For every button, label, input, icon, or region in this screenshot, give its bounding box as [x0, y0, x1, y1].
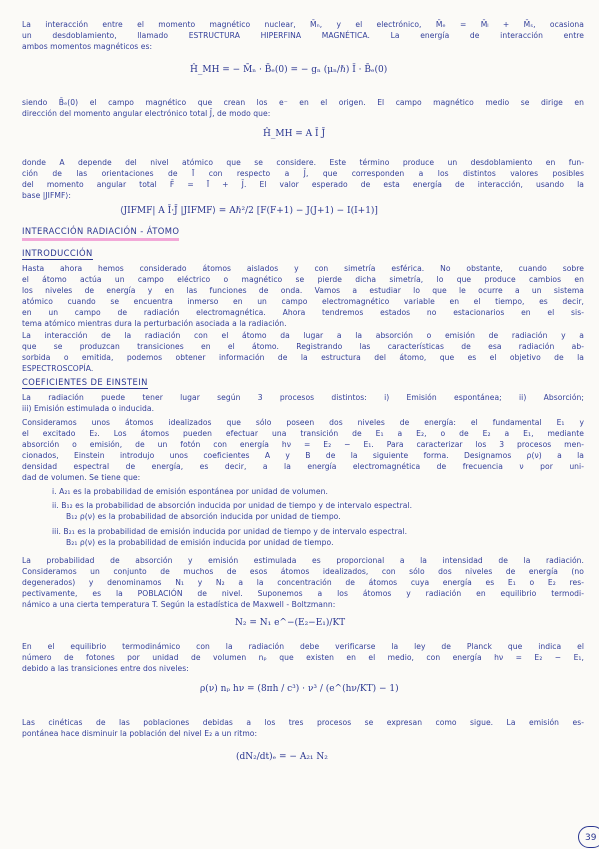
text-line: La radiación puede tener lugar según 3 procesos distintos: i) Emisión espontánea; ii) Absorción;: [22, 393, 584, 402]
text-line: iii) Emisión estimulada o inducida.: [22, 404, 155, 413]
text-line: ambos momentos magnéticos es:: [22, 42, 153, 51]
text-line: ción de las orientaciones de Ī con respecto a J̄, que corresponden a los distintos valores posibles: [22, 169, 584, 178]
text-line: densidad espectral de energía, es decir, a la energía electromagnética de frecuencia ν por uni-: [22, 462, 584, 471]
equation-hyperfine-hamiltonian: Ĥ_MH = − M̄ₙ · B̄ₑ(0) = − gₙ (μₙ/ℏ) Ī · B̄ₑ(0): [190, 65, 388, 75]
text-line: sorbida o emitida, podemos obtener información de la estructura del átomo, que es el objetivo de la: [22, 353, 584, 362]
text-line: Las cinéticas de las poblaciones debidas a los tres procesos se expresan como sigue. La emisión es-: [22, 718, 584, 727]
section-heading: INTERACCIÓN RADIACIÓN - ÁTOMO: [22, 226, 179, 241]
text-line: tema atómico mientras dura la perturbación asociada a la radiación.: [22, 319, 287, 328]
equation-maxwell-boltzmann: N₂ = N₁ e^−(E₂−E₁)/KT: [235, 618, 346, 628]
text-line: ESPECTROSCOPÍA.: [22, 364, 94, 373]
equation-hyperfine-AIJ: Ĥ_MH = A Ī J̄: [263, 129, 326, 139]
text-line: que se produzcan transiciones en el átomo. Registrando las características de esa radiación ab-: [22, 342, 584, 351]
text-line: cionados, Einstein introdujo unos coeficientes A y B de la siguiente forma. Designamos ρ(ν) a la: [22, 451, 584, 460]
text-line: el excitado E₂. Los átomos pueden efectuar una transición de E₁ a E₂, o de E₂ a E₁, mediante: [22, 429, 584, 438]
text-line: Consideramos unos átomos idealizados que sólo poseen dos niveles de energía: el fundamental E₁ y: [22, 418, 584, 427]
text-line: pectivamente, es la POBLACIÓN de nivel. Suponemos a los átomos y radiación en equilibrio termodi-: [22, 589, 584, 598]
text-line: dirección del momento angular electrónico total J̄, de modo que:: [22, 109, 271, 118]
text-line: número de fotones por unidad de volumen nₚ que existen en el medio, con energía hν = E₂ − E₁,: [22, 653, 584, 662]
text-line: En el equilibrio termodinámico con la radiación debe verificarse la ley de Planck que indica el: [22, 642, 584, 651]
text-line: en un campo de radiación electromagnética. Ahora tendremos estados no estacionarios en el sis-: [22, 308, 584, 317]
text-line: donde A depende del nivel atómico que se considere. Este término produce un desdoblamiento en fun-: [22, 158, 584, 167]
text-line: siendo B̄ₑ(0) el campo magnético que crean los e⁻ en el origen. El campo magnético medio se dirige en: [22, 98, 584, 107]
text-line: del momento angular total F̄ = Ī + J̄. El valor esperado de esta energía de interacción, usando la: [22, 180, 584, 189]
equation-spontaneous-emission-rate: (dN₂/dt)ₑ = − A₂₁ N₂: [236, 752, 328, 762]
subsection-heading: INTRODUCCIÓN: [22, 248, 93, 258]
equation-expected-energy: ⟨JIFMF| A Ī·J̄ |JIFMF⟩ = Aℏ²/2 [F(F+1) − J(J+1) − I(I+1)]: [120, 206, 378, 216]
text-line: degenerados) y denominamos N₁ y N₂ a la concentración de átomos cuya energía es E₁ o E₂ res-: [22, 578, 584, 587]
text-line: Hasta ahora hemos considerado átomos aislados y con simetría esférica. No obstante, cuando sobre: [22, 264, 584, 273]
text-line: base |JIFMF⟩:: [22, 191, 72, 200]
text-line: los niveles de energía y en las funciones de onda. Vamos a estudiar lo que le ocurre a un sistema: [22, 286, 584, 295]
page-number: 39: [578, 826, 599, 848]
text-line: atómico cuando se encuentra inmerso en un campo electromagnético variable en el tiempo, es decir,: [22, 297, 584, 306]
list-item: i. A₂₁ es la probabilidad de emisión espontánea por unidad de volumen.: [52, 487, 328, 496]
text-line: dad de volumen. Se tiene que:: [22, 473, 141, 482]
text-line: La probabilidad de absorción y emisión estimulada es proporcional a la intensidad de la radiación.: [22, 556, 584, 565]
subsection-heading: COEFICIENTES DE EINSTEIN: [22, 377, 148, 387]
text-line: un desdoblamiento, llamado ESTRUCTURA HIPERFINA MAGNÉTICA. La energía de interacción entre: [22, 31, 584, 40]
text-line: absorción o emisión, de un fotón con energía hν = E₂ − E₁. Para caracterizar los 3 procesos men-: [22, 440, 584, 449]
text-line: La interacción entre el momento magnético nuclear, M̄ₙ, y el electrónico, M̄ₑ = M̄ₗ + M̄ₛ, ocasiona: [22, 20, 584, 29]
text-line: Consideramos un conjunto de muchos de esos átomos idealizados, con sólo dos niveles de energía (no: [22, 567, 584, 576]
text-line: pontánea hace disminuir la población del nivel E₂ a un ritmo:: [22, 729, 258, 738]
text-line: debido a las transiciones entre dos niveles:: [22, 664, 189, 673]
text-line: el átomo actúa un campo eléctrico o magnético se pierde dicha simetría, lo que produce cambios en: [22, 275, 584, 284]
text-line: La interacción de la radiación con el átomo da lugar a la absorción o emisión de radiación y a: [22, 331, 584, 340]
text-line: námico a una cierta temperatura T. Según la estadística de Maxwell - Boltzmann:: [22, 600, 336, 609]
list-item: ii. B₁₂ es la probabilidad de absorción inducida por unidad de tiempo y de intervalo espectral.: [52, 501, 413, 510]
equation-planck-law: ρ(ν) nₚ hν = (8πh / c³) · ν³ / (e^(hν/KT) − 1): [200, 684, 399, 694]
list-item: B₂₁ ρ(ν) es la probabilidad de emisión inducida por unidad de tiempo.: [66, 538, 334, 547]
list-item: iii. B₂₁ es la probabilidad de emisión inducida por unidad de tiempo y de intervalo espectral.: [52, 527, 408, 536]
list-item: B₁₂ ρ(ν) es la probabilidad de absorción inducida por unidad de tiempo.: [66, 512, 341, 521]
